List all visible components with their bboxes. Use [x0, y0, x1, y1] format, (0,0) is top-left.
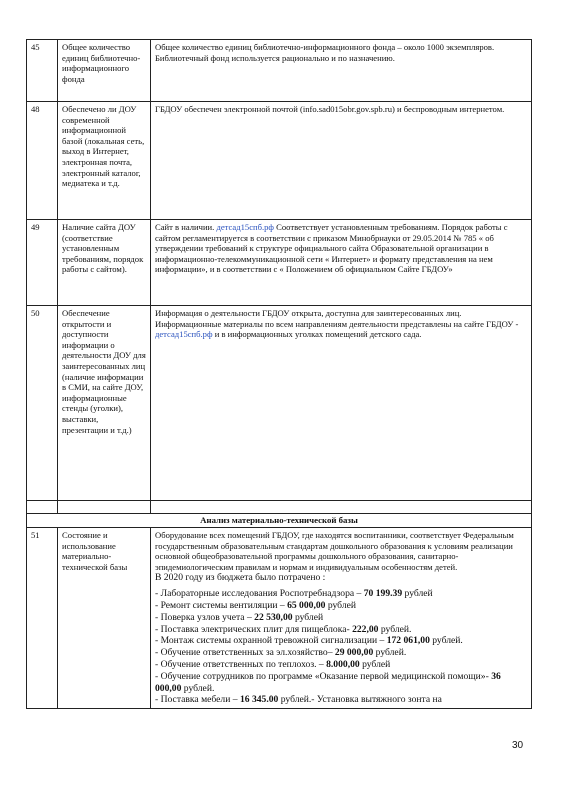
expense-item: - Лабораторные исследования Роспотребнадзора – 70 199.39 рублей — [155, 588, 433, 600]
expense-item: - Обучение ответственных за эл.хозяйство– 29 000,00 рублей. — [155, 647, 407, 659]
row-number: 45 — [27, 40, 58, 102]
expense-item: - Поверка узлов учета – 22 530,00 рублей — [155, 611, 324, 623]
report-table — [26, 39, 532, 709]
site-link[interactable]: детсад15спб.рф — [155, 329, 213, 340]
table-row — [27, 40, 532, 102]
expense-item: - Ремонт системы вентиляции – 65 000,00 рублей — [155, 599, 356, 611]
row-number: 50 — [27, 306, 58, 501]
expense-item: - Монтаж системы охранной тревожной сигнализации – 172 061,00 рублей. — [155, 635, 463, 647]
expense-item: - Обучение ответственных по теплохоз. – 8.000,00 рублей — [155, 658, 391, 670]
criterion-cell: Состояние и использование материально-технической базы — [58, 528, 151, 709]
description-cell — [151, 528, 532, 709]
table-row — [27, 528, 532, 709]
row-number: 48 — [27, 102, 58, 220]
site-link[interactable]: детсад15спб.рф — [216, 222, 274, 232]
criterion-cell: Обеспечение открытости и доступности информации о деятельности ДОУ для заинтересованных лиц (наличие информации в СМИ, на сайте ДОУ, информационные стенды (уголки), выставки, презентации и т.д.) — [58, 306, 151, 501]
budget-line: В 2020 году из бюджета было потрачено : — [155, 572, 326, 584]
intro-paragraph: Оборудование всех помещений ГБДОУ, где находятся воспитанники, соответствует Федеральным государственным образовательным стандартам дошкольного образования к условиям реализации основной общеобразовательной программы дошкольного образования, санитарно-эпидемиологическим правилам и нормам и индивидуальным особенностям детей. — [155, 530, 514, 572]
section-title: Анализ материально-технической базы — [27, 514, 532, 528]
section-header-row — [27, 514, 532, 528]
page-number: 30 — [512, 740, 524, 751]
row-number: 49 — [27, 220, 58, 306]
description-cell: Информация о деятельности ГБДОУ открыта, доступна для заинтересованных лиц. Информационные материалы по всем направлениям деятельности представлены на сайте ГБДОУ - детсад15спб.рф и в информационных уголках помещений детского сада. — [151, 306, 532, 501]
row-number: 51 — [27, 528, 58, 709]
description-cell: Общее количество единиц библиотечно-информационного фонда – около 1000 экземпляров. Библиотечный фонд используется рационально и по назначению. — [151, 40, 532, 102]
description-cell: Сайт в наличии. детсад15спб.рф Соответствует установленным требованиям. Порядок работы с сайтом регламентируется в соответствии с приказом Минобрнауки от 29.05.2014 № 785 « об утверждении требований к структуре официального сайта Образовательной организации в информационно-телекоммуникационной сети « Интернет» и формату представления на нем информации», и в соответствии с « Положением об официальном Сайте ГБДОУ» — [151, 220, 532, 306]
expense-item: - Поставка электрических плит для пищеблока- 222,00 рублей. — [155, 623, 412, 635]
table-spacer-row — [27, 501, 532, 514]
table-row — [27, 102, 532, 220]
expense-item: - Обучение сотрудников по программе «Оказание первой медицинской помощи»- 36 000,00 рублей. — [155, 670, 501, 694]
criterion-cell: Общее количество единиц библиотечно-информационного фонда — [58, 40, 151, 102]
table-row — [27, 220, 532, 306]
table-row — [27, 306, 532, 501]
expense-item: - Поставка мебели – 16 345.00 рублей.- Установка вытяжного зонта на — [155, 694, 442, 706]
criterion-cell: Обеспечено ли ДОУ современной информационной базой (локальная сеть, выход в Интернет, электронная почта, электронный каталог, медиатека и т.д. — [58, 102, 151, 220]
criterion-cell: Наличие сайта ДОУ (соответствие установленным требованиям, порядок работы с сайтом). — [58, 220, 151, 306]
description-cell: ГБДОУ обеспечен электронной почтой (info.sad015obr.gov.spb.ru) и беспроводным интернетом. — [151, 102, 532, 220]
